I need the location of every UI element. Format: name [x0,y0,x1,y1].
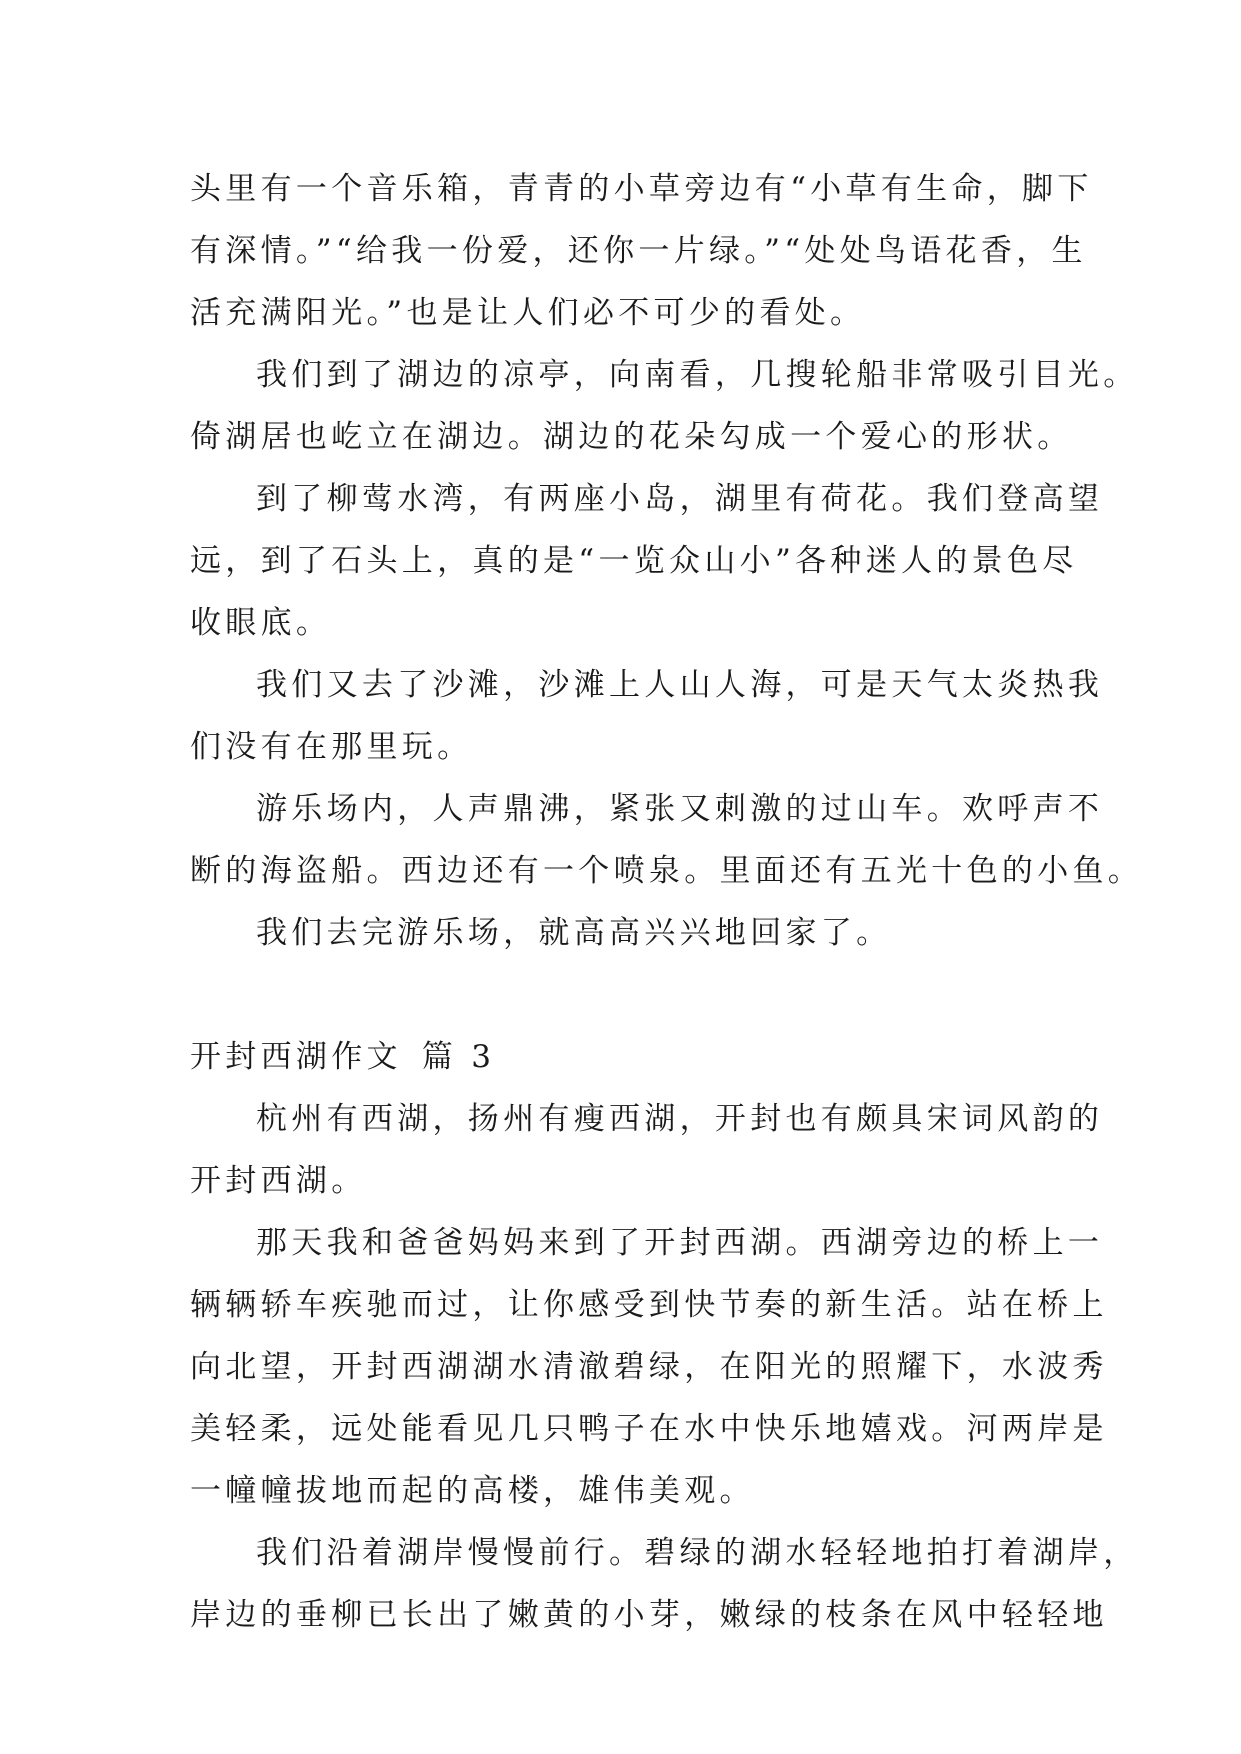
paragraph-going-home [190,902,1058,964]
text-line: 向北望，开封西湖湖水清澈碧绿，在阳光的照耀下，水波秀 [190,1349,1108,1385]
text-line: 到了柳莺水湾，有两座小岛，湖里有荷花。我们登高望 [256,481,1104,517]
paragraph-beach [190,654,1104,778]
text-line: 收眼底。 [190,605,332,641]
text-line: 我们又去了沙滩，沙滩上人山人海，可是天气太炎热我 [256,667,1104,703]
text-line: 我们沿着湖岸慢慢前行。碧绿的湖水轻轻地拍打着湖岸， [256,1535,1139,1571]
section-heading [190,1026,1058,1088]
section-gap [190,964,1058,1026]
text-line: 们没有在那里玩。 [190,729,473,765]
text-line: 游乐场内，人声鼎沸，紧张又刺激的过山车。欢呼声不 [256,791,1104,827]
text-line: 一幢幢拔地而起的高楼，雄伟美观。 [190,1473,755,1509]
continued-paragraph [190,158,1093,344]
section-number: 篇 3 [421,1039,496,1075]
text-line: 断的海盗船。西边还有一个喷泉。里面还有五光十色的小鱼。 [190,853,1144,889]
text-line: 倚湖居也屹立在湖边。湖边的花朵勾成一个爱心的形状。 [190,419,1073,455]
text-line: 那天我和爸爸妈妈来到了开封西湖。西湖旁边的桥上一 [256,1225,1104,1261]
paragraph-amusement-park [190,778,1144,902]
text-line: 美轻柔，远处能看见几只鸭子在水中快乐地嬉戏。河两岸是 [190,1411,1108,1447]
document-body [190,158,1144,1646]
paragraph-lakeshore [190,1522,1139,1646]
text-line: 开封西湖。 [190,1163,367,1199]
text-line: 活充满阳光。”也是让人们必不可少的看处。 [190,295,866,331]
paragraph-bridge [190,1212,1108,1522]
text-line: 杭州有西湖，扬州有瘦西湖，开封也有颇具宋词风韵的 [256,1101,1104,1137]
paragraph-pavilion [190,344,1139,468]
text-line: 我们到了湖边的凉亭，向南看，几搜轮船非常吸引目光。 [256,357,1139,393]
paragraph-intro [190,1088,1104,1212]
text-line: 有深情。”“给我一份爱，还你一片绿。”“处处鸟语花香，生 [190,233,1087,269]
text-line: 远，到了石头上，真的是“一览众山小”各种迷人的景色尽 [190,543,1078,579]
text-line: 我们去完游乐场，就高高兴兴地回家了。 [256,915,892,951]
text-line: 辆辆轿车疾驰而过，让你感受到快节奏的新生活。站在桥上 [190,1287,1108,1323]
section-title: 开封西湖作文 [190,1039,402,1075]
text-line: 头里有一个音乐箱，青青的小草旁边有“小草有生命，脚下 [190,171,1093,207]
paragraph-willow-bay [190,468,1104,654]
text-line: 岸边的垂柳已长出了嫩黄的小芽，嫩绿的枝条在风中轻轻地 [190,1597,1108,1633]
